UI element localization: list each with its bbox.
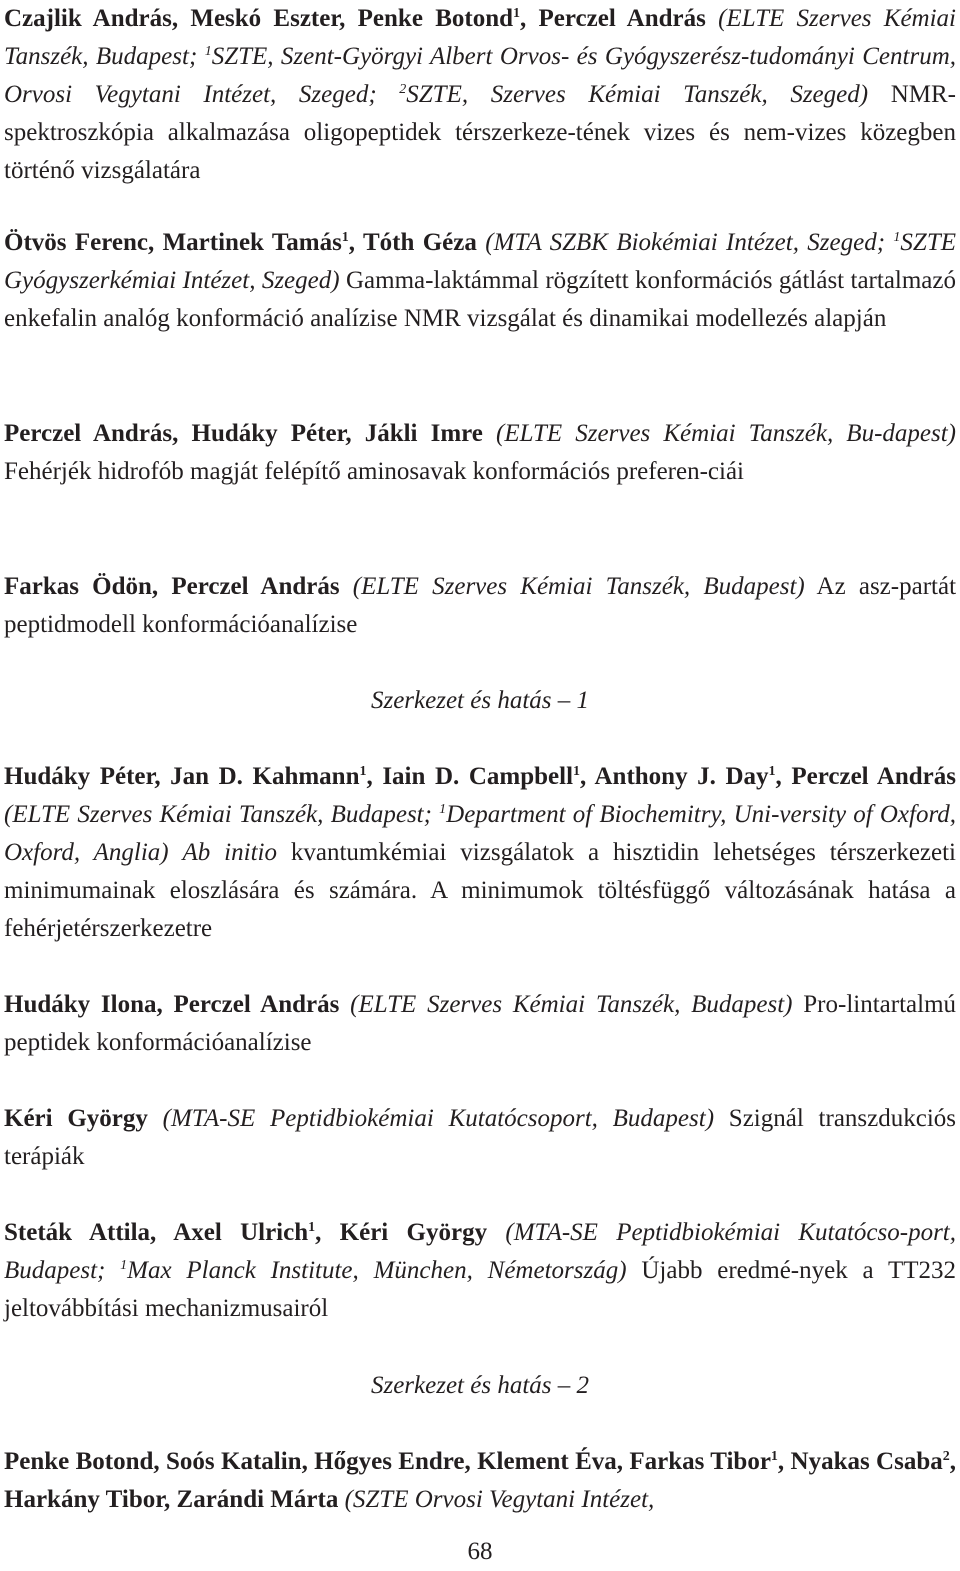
affiliation: (MTA-SE Peptidbiokémiai Kutatócsoport, Budapest) (162, 1105, 715, 1132)
abstract-title: Szignál transzdukciós terápiák (4, 1105, 957, 1170)
authors: Ötvös Ferenc, Martinek Tamás$^1$, Tóth Géza (4, 229, 477, 256)
abstract-title-italic: Ab initio (182, 839, 277, 866)
affiliation: (ELTE Szerves Kémiai Tanszék, Budapest) (352, 573, 805, 600)
abstract-entry (4, 1214, 956, 1328)
abstract-entry (4, 568, 956, 644)
authors: Czajlik András, Meskó Eszter, Penke Botond$^1$, Perczel András (4, 5, 706, 32)
document-page (4, 0, 956, 1569)
abstract-title: Fehérjék hidrofób magját felépítő aminosavak konformációs preferen-ciái (4, 458, 744, 485)
authors: Kéri György (4, 1105, 148, 1132)
abstract-entry (4, 1443, 956, 1519)
authors: Hudáky Ilona, Perczel András (4, 991, 340, 1018)
affiliation: (MTA SZBK Biokémiai Intézet, Szeged; $^1$SZTE Gyógyszerkémiai Intézet, Szeged) (4, 229, 957, 294)
affiliation: (ELTE Szerves Kémiai Tanszék, Budapest; $^1$SZTE, Szent-Györgyi Albert Orvos- és Gyógyszerész-tudományi Centrum, Orvosi Vegytani Intézet, Szeged; $^2$SZTE, Szerves Kémiai Tanszék, Szeged) (4, 5, 956, 108)
affiliation: (ELTE Szerves Kémiai Tanszék, Budapest) (350, 991, 793, 1018)
abstract-title: Az asz-partát peptidmodell konformációanalízise (4, 573, 957, 638)
abstract-entry (4, 1100, 956, 1176)
abstract-entry (4, 415, 956, 491)
abstract-entry (4, 758, 956, 948)
authors: Steták Attila, Axel Ulrich$^1$, Kéri György (4, 1219, 488, 1246)
affiliation: (ELTE Szerves Kémiai Tanszék, Bu-dapest) (496, 420, 956, 447)
affiliation: (MTA-SE Peptidbiokémiai Kutatócso-port, Budapest; $^1$Max Planck Institute, München, Németország) (4, 1219, 957, 1284)
authors: Perczel András, Hudáky Péter, Jákli Imre (4, 420, 483, 447)
page-number: 68 (467, 1538, 493, 1565)
authors: Penke Botond, Soós Katalin, Hőgyes Endre, Klement Éva, Farkas Tibor$^1$, Nyakas Csaba$^2$, Harkány Tibor, Zarándi Márta (4, 1448, 956, 1513)
abstract-entry (4, 986, 956, 1062)
authors: Hudáky Péter, Jan D. Kahmann$^1$, Iain D. Campbell$^1$, Anthony J. Day$^1$, Perczel András (4, 763, 957, 790)
abstract-entry (4, 224, 956, 338)
abstract-title: NMR-spektroszkópia alkalmazása oligopeptidek térszerkeze-tének vizes és nem-vizes közegben történő vizsgálatára (4, 81, 957, 184)
affiliation: (ELTE Szerves Kémiai Tanszék, Budapest; $^1$Department of Biochemitry, Uni-versity of Oxford, Oxford, Anglia) (4, 801, 956, 866)
abstract-title: Pro-lintartalmú peptidek konformációanalízise (4, 991, 957, 1056)
abstract-title: Gamma-laktámmal rögzített konformációs gátlást tartalmazó enkefalin analóg konformáció analízise NMR vizsgálat és dinamikai modellezés alapján (4, 267, 957, 332)
section-heading: Szerkezet és hatás – 1 (370, 687, 590, 714)
abstract-title: kvantumkémiai vizsgálatok a hisztidin lehetséges térszerkezeti minimumainak eloszlására és számára. A minimumok töltésfüggő változásának hatása a fehérjetérszerkezetre (4, 839, 957, 942)
authors: Farkas Ödön, Perczel András (4, 573, 340, 600)
abstract-title: Újabb eredmé-nyek a TT232 jeltovábbítási mechanizmusairól (4, 1257, 957, 1322)
affiliation: (SZTE Orvosi Vegytani Intézet, (344, 1486, 655, 1513)
section-heading: Szerkezet és hatás – 2 (370, 1372, 590, 1399)
abstract-entry (4, 0, 956, 190)
